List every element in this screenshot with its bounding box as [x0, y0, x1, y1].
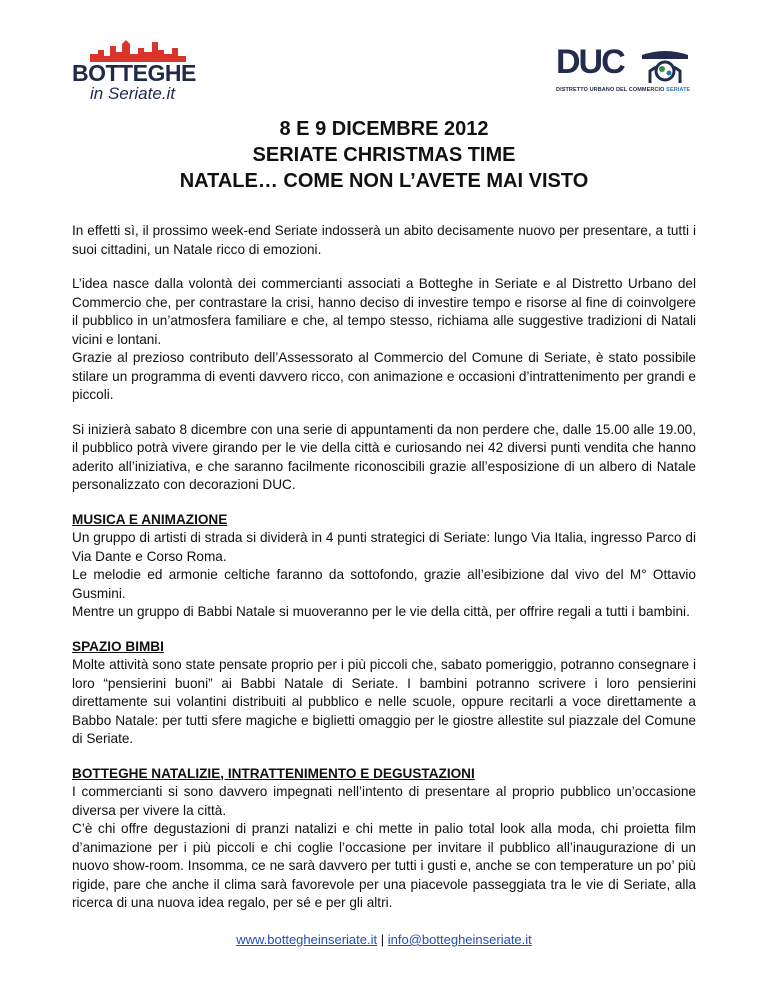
email-link[interactable]: info@bottegheinseriate.it — [387, 932, 532, 947]
duc-tagline-main: DISTRETTO URBANO DEL COMMERCIO — [556, 87, 665, 93]
footer — [0, 932, 768, 947]
bimbi-paragraph: Molte attività sono state pensate proprio per i più piccoli che, sabato pomeriggio, potranno consegnare i loro “pensierini buoni” ai Babbi Natale di Seriate. I bambini potranno scrivere i loro pensierini direttamente sui volantini distribuiti al pubblico e nelle scuole, oppure recitarli a voce direttamente a Babbo Natale: per tutti sfere magiche e biglietti omaggio per le giostre allestite sul piazzale del Comune di Seriate. — [72, 657, 696, 746]
document-body — [72, 222, 696, 929]
idea-paragraph: L’idea nasce dalla volontà dei commercianti associati a Botteghe in Seriate e al Distretto Urbano del Commercio che, per contrastare la crisi, hanno deciso di investire tempo e risorse al fine di coinvolgere il pubblico in un’atmosfera familiare e che, al tempo stesso, richiama alle suggestive tradizioni di Natali vicini e lontani. — [72, 276, 696, 347]
botteghe-logo-text: BOTTEGHE — [72, 60, 196, 86]
duc-tagline-accent: SERIATE — [666, 87, 691, 93]
website-link[interactable]: www.bottegheinseriate.it — [236, 932, 378, 947]
program-paragraph: Si inizierà sabato 8 dicembre con una serie di appuntamenti da non perdere che, dalle 15.00 alle 19.00, il pubblico potrà vivere girando per le vie della città e curiosando nei 42 diversi punti vendita che hanno aderito all’iniziativa, e che saranno facilmente riconoscibili grazie all’esposizione di un albero di Natale personalizzato con decorazioni DUC. — [72, 421, 696, 492]
assessorato-paragraph: Grazie al prezioso contributo dell’Assessorato al Commercio del Comune di Seriate, è stato possibile stilare un programma di eventi davvero ricco, con animazione e occasioni d’intrattenimento per grandi e piccoli. — [72, 350, 696, 402]
section-heading-botteghe: BOTTEGHE NATALIZIE, INTRATTENIMENTO E DEGUSTAZIONI — [72, 765, 475, 781]
document-title — [0, 116, 768, 194]
musica-line: Un gruppo di artisti di strada si dividerà in 4 punti strategici di Seriate: lungo Via Italia, ingresso Parco di Via Dante e Corso Roma. — [72, 530, 696, 564]
duc-logo-tagline — [556, 87, 690, 93]
musica-line: Mentre un gruppo di Babbi Natale si muoveranno per le vie della città, per offrire regali a tutti i bambini. — [72, 604, 690, 619]
botteghe-line: C’è chi offre degustazioni di pranzi natalizi e chi mette in palio total look alla moda, chi proietta film d’animazione per i più piccoli e chi coglie l’occasione per invitare il pubblico all’inaugurazione di un nuovo show-room. Insomma, ce ne sarà davvero per tutti i gusti e, anche se con temperature un po’ più rigide, pare che anche il clima sarà favorevole per una piacevole passeggiata tra le vie di Seriate, alla ricerca di una nuova idea regalo, per sé e per gli altri. — [72, 821, 696, 910]
botteghe-line: I commercianti si sono davvero impegnati nell’intento di presentare al proprio pubblico un’occasione diversa per vivere la città. — [72, 784, 696, 818]
footer-separator: | — [380, 932, 385, 947]
title-line-tagline: NATALE… COME NON L’AVETE MAI VISTO — [179, 170, 589, 192]
botteghe-logo-subtext: in Seriate.it — [90, 84, 176, 103]
city-skyline-icon — [90, 40, 186, 62]
musica-line: Le melodie ed armonie celtiche faranno da sottofondo, grazie all’esibizione dal vivo del M° Ottavio Gusmini. — [72, 567, 696, 601]
duc-logo — [556, 43, 696, 99]
duc-emblem-icon — [640, 49, 690, 83]
botteghe-logo — [72, 40, 207, 102]
duc-logo-text: DUC — [556, 43, 624, 81]
title-line-event: SERIATE CHRISTMAS TIME — [252, 144, 516, 166]
intro-paragraph: In effetti sì, il prossimo week-end Seriate indosserà un abito decisamente nuovo per presentare, a tutti i suoi cittadini, un Natale ricco di emozioni. — [72, 223, 696, 257]
section-heading-bimbi: SPAZIO BIMBI — [72, 638, 164, 654]
section-heading-musica: MUSICA E ANIMAZIONE — [72, 511, 228, 527]
title-line-date: 8 E 9 DICEMBRE 2012 — [279, 118, 489, 140]
